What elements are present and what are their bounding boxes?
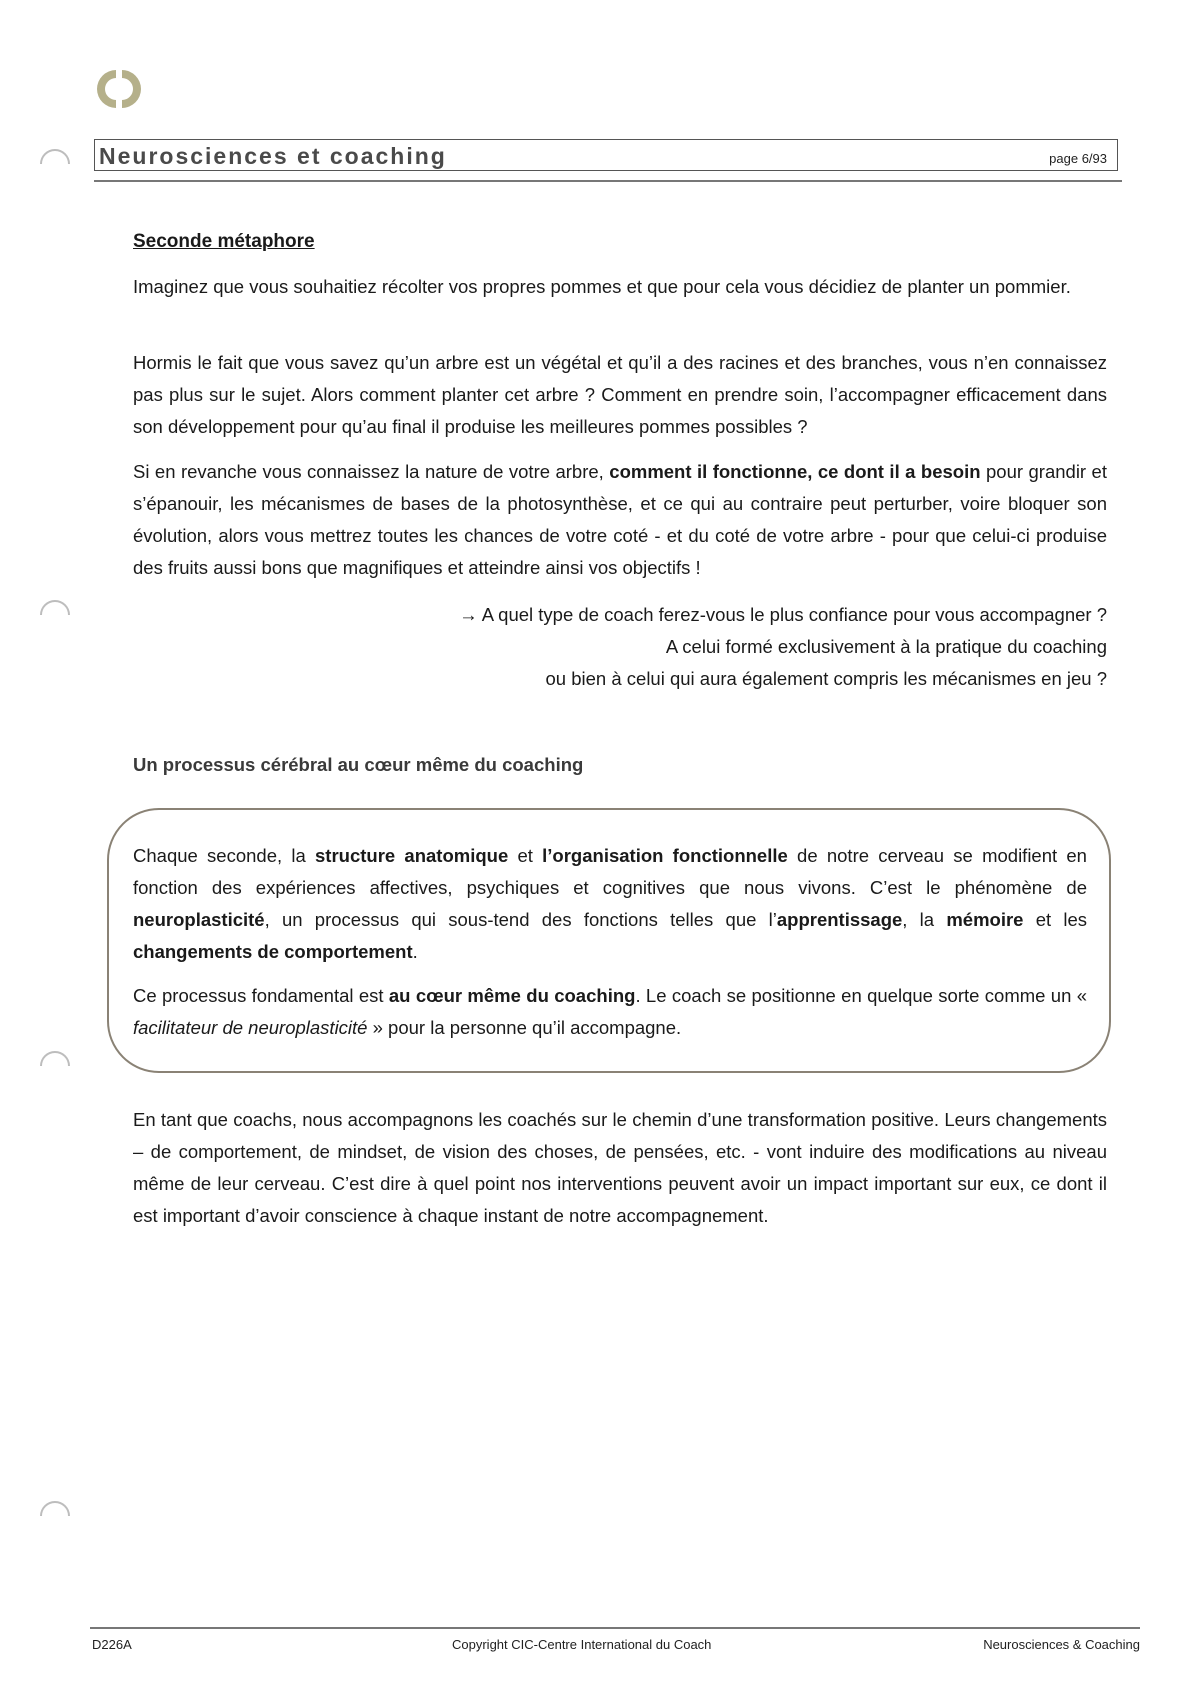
question-text: A quel type de coach ferez-vous le plus confiance pour vous accompagner ? <box>481 604 1107 625</box>
callout-box <box>107 808 1111 1073</box>
paragraph-text <box>133 456 1107 584</box>
bold-text: l’organisation fonctionnelle <box>542 845 788 866</box>
footer-copyright: Copyright CIC-Centre International du Coach <box>452 1637 712 1652</box>
metaphor-heading: Seconde métaphore <box>133 231 315 252</box>
paragraph-text: Hormis le fait que vous savez qu’un arbre est un végétal et qu’il a des racines et des branches, vous n’en connaissez pas plus sur le sujet. Alors comment planter cet arbre ? Comment en prendre soin, l’accompagner efficacement dans son développement pour qu’au final il produise les meilleures pommes possibles ? <box>133 352 1107 437</box>
header-divider <box>94 180 1122 182</box>
bold-text: apprentissage <box>776 909 903 930</box>
paragraph-3 <box>133 456 1107 584</box>
text-run: . <box>412 941 418 962</box>
process-heading: Un processus cérébral au cœur même du coaching <box>133 754 584 775</box>
bold-text: mémoire <box>946 909 1024 930</box>
paragraph-text: Imaginez que vous souhaitiez récolter vos propres pommes et que pour cela vous décidiez de planter un pommier. <box>133 276 1071 297</box>
bold-text: neuroplasticité <box>133 909 265 930</box>
text-run: , un processus qui sous-tend des fonctions telles que l’ <box>264 909 777 930</box>
text-run: et <box>508 845 543 866</box>
text-run: , la <box>902 909 947 930</box>
question-block <box>459 599 1107 695</box>
page-header <box>94 139 1118 171</box>
paragraph-final <box>133 1104 1107 1232</box>
callout-paragraph-2 <box>133 980 1087 1044</box>
bold-text: au cœur même du coaching <box>388 985 636 1006</box>
footer-doc-code: D226A <box>92 1637 132 1652</box>
arrow-right-icon: → <box>459 604 478 625</box>
bold-text: changements de comportement <box>133 941 413 962</box>
italic-text: facilitateur de neuroplasticité <box>133 1017 368 1038</box>
bold-text: structure anatomique <box>315 845 509 866</box>
footer-title: Neurosciences & Coaching <box>983 1637 1140 1652</box>
text-run: pour grandir et s’épanouir, les mécanismes de bases de la photosynthèse, et ce qui au contraire peut perturber, voire bloquer son évolution, alors vous mettrez toutes les chances de votre coté - et du coté de votre arbre - pour que celui-ci produise des fruits aussi bons que magnifiques et atteindre ainsi vos objectifs ! <box>133 461 1107 578</box>
text-run: et les <box>1023 909 1088 930</box>
question-line: ou bien à celui qui aura également compris les mécanismes en jeu ? <box>545 668 1107 689</box>
punch-hole-icon <box>38 138 72 172</box>
page-number: page 6/93 <box>1049 151 1107 166</box>
paragraph-2 <box>133 347 1107 443</box>
punch-hole-icon <box>38 1490 72 1524</box>
text-run: de notre cerveau se modifient en fonction des expériences affectives, psychiques et cognitives que nous vivons. C’est le phénomène de <box>133 845 1087 898</box>
punch-hole-icon <box>38 1040 72 1074</box>
question-line: A celui formé exclusivement à la pratique du coaching <box>665 636 1107 657</box>
text-run: Si en revanche vous connaissez la nature de votre arbre, <box>133 461 610 482</box>
paragraph-1 <box>133 271 1107 303</box>
callout-paragraph-1 <box>133 840 1087 968</box>
text-run: Ce processus fondamental est <box>133 985 389 1006</box>
text-run: Chaque seconde, la <box>133 845 315 866</box>
logo-icon <box>96 66 142 112</box>
section-heading <box>133 225 1107 258</box>
question-line <box>459 599 1107 631</box>
punch-hole-icon <box>38 589 72 623</box>
section-heading <box>133 749 1107 781</box>
text-run: . Le coach se positionne en quelque sorte comme un « <box>635 985 1088 1006</box>
paragraph-text: En tant que coachs, nous accompagnons les coachés sur le chemin d’une transformation positive. Leurs changements – de comportement, de mindset, de vision des choses, de pensées, etc. - vont induire des modifications au niveau même de leur cerveau. C’est dire à quel point nos interventions peuvent avoir un impact important sur eux, ce dont il est important d’avoir conscience à chaque instant de notre accompagnement. <box>133 1109 1107 1226</box>
callout-content <box>133 840 1087 1044</box>
bold-text: comment il fonctionne, ce dont il a besoin <box>609 461 981 482</box>
document-title: Neurosciences et coaching <box>99 143 447 169</box>
footer-divider <box>90 1627 1140 1629</box>
text-run: » pour la personne qu’il accompagne. <box>367 1017 682 1038</box>
